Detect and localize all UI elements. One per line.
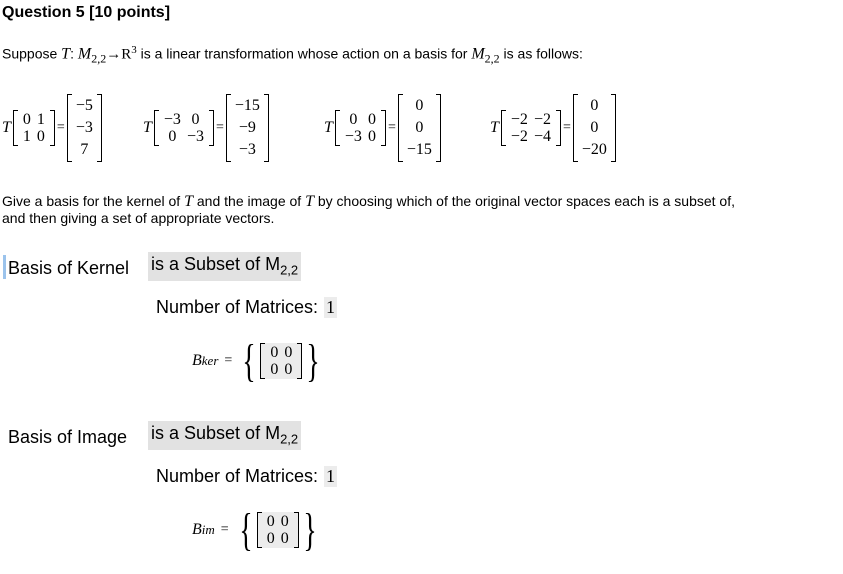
equals-sign: = xyxy=(224,353,233,368)
matrix-cell[interactable]: 0 xyxy=(266,513,275,530)
matrix-cell: 0 xyxy=(191,111,200,128)
kernel-subset-select[interactable] xyxy=(148,252,301,281)
matrix-cell[interactable]: 0 xyxy=(266,530,275,547)
image-matrix-input[interactable] xyxy=(257,512,299,548)
right-brace-icon: } xyxy=(303,504,317,555)
vector-cell: 7 xyxy=(80,141,89,158)
kernel-B: B xyxy=(192,352,202,369)
intro-domain-sub: 2,2 xyxy=(91,51,107,66)
mapping-4 xyxy=(490,88,616,168)
matrix-cell: 0 xyxy=(168,128,177,145)
image-B-sub: im xyxy=(201,522,215,537)
kernel-subset-sub: 2,2 xyxy=(280,262,299,278)
right-brace-icon: } xyxy=(306,335,321,386)
matrix-cell[interactable]: 0 xyxy=(280,513,289,530)
left-brace-icon: { xyxy=(239,504,253,555)
kernel-count-row xyxy=(156,297,337,318)
mapping-1-input-matrix xyxy=(13,110,55,146)
matrix-cell[interactable]: 0 xyxy=(270,361,279,378)
instructions-part-1: Give a basis for the kernel of xyxy=(2,193,185,209)
instructions-part-2: and the image of xyxy=(193,193,306,209)
vector-cell: 0 xyxy=(415,119,424,136)
mapping-1 xyxy=(2,88,102,168)
image-B: B xyxy=(192,521,202,538)
equals-sign: = xyxy=(387,120,396,135)
matrix-cell[interactable]: 0 xyxy=(284,361,293,378)
matrix-cell: 0 xyxy=(349,111,358,128)
instructions-part-3: by choosing which of the original vector spaces each is a subset of, xyxy=(313,193,735,209)
mapping-2-output-vector xyxy=(226,94,269,162)
matrix-cell: −3 xyxy=(186,128,204,145)
matrix-cell[interactable]: 0 xyxy=(280,530,289,547)
intro-colon: : xyxy=(70,45,78,62)
intro-mid: is a linear transformation whose action on a basis for xyxy=(136,45,472,62)
matrix-cell[interactable]: 0 xyxy=(270,344,279,361)
intro-basis-space-sub: 2,2 xyxy=(484,51,500,66)
image-count-label: Number of Matrices: xyxy=(156,466,319,486)
mapping-3-output-vector xyxy=(398,94,441,162)
matrix-cell: −3 xyxy=(344,128,362,145)
equals-sign: = xyxy=(215,120,224,135)
matrix-cell: 0 xyxy=(36,128,45,145)
equals-sign: = xyxy=(562,120,571,135)
matrix-cell: −2 xyxy=(510,111,528,128)
text-cursor xyxy=(3,255,6,279)
equals-sign: = xyxy=(56,120,65,135)
intro-prefix: Suppose xyxy=(2,45,62,62)
mapping-2-input-matrix xyxy=(154,110,214,146)
matrix-cell: −4 xyxy=(533,128,551,145)
kernel-matrix-input[interactable] xyxy=(260,343,302,379)
matrix-cell: 0 xyxy=(367,111,376,128)
image-count-input[interactable]: 1 xyxy=(326,466,336,486)
kernel-label: Basis of Kernel xyxy=(8,258,130,278)
mapping-4-input-matrix xyxy=(501,110,561,146)
vector-cell: −5 xyxy=(75,97,93,114)
instructions-T1: T xyxy=(184,193,193,210)
vector-cell: −9 xyxy=(238,119,256,136)
image-label: Basis of Image xyxy=(8,427,128,447)
mapping-4-output-vector xyxy=(573,94,616,162)
intro-suffix: is as follows: xyxy=(499,45,583,62)
instructions-line-2: and then giving a set of appropriate vectors. xyxy=(2,210,275,226)
intro-T: T xyxy=(61,45,71,63)
matrix-cell: −2 xyxy=(533,111,551,128)
intro-basis-space: M xyxy=(471,45,485,63)
question-title: Question 5 [10 points] xyxy=(2,4,171,21)
image-subset-sub: 2,2 xyxy=(280,431,299,447)
mapping-3-T: T xyxy=(324,119,333,136)
matrix-cell: 1 xyxy=(36,111,45,128)
vector-cell: 0 xyxy=(415,97,424,114)
mapping-3 xyxy=(324,88,441,168)
image-subset-select[interactable] xyxy=(148,421,301,450)
image-count-row xyxy=(156,466,337,487)
instructions-line-1 xyxy=(2,193,735,210)
matrix-cell: −2 xyxy=(510,128,528,145)
matrix-cell: −3 xyxy=(163,111,181,128)
image-basis-expression xyxy=(192,504,321,555)
mapping-1-output-vector xyxy=(67,94,102,162)
vector-cell: 0 xyxy=(590,119,599,136)
intro-domain: M xyxy=(77,45,92,63)
kernel-basis-expression xyxy=(192,335,324,386)
intro-codomain-sup: 3 xyxy=(131,44,137,56)
image-subset-value: is a Subset of M xyxy=(151,423,281,443)
kernel-subset-value: is a Subset of M xyxy=(151,254,281,274)
matrix-cell: 0 xyxy=(367,128,376,145)
vector-cell: −15 xyxy=(406,141,432,158)
intro-sentence xyxy=(2,44,583,66)
equals-sign: = xyxy=(220,522,229,537)
mapping-3-input-matrix xyxy=(335,110,386,146)
left-brace-icon: { xyxy=(242,335,256,386)
mapping-2 xyxy=(143,88,269,168)
vector-cell: −15 xyxy=(234,97,260,114)
mapping-4-T: T xyxy=(490,119,499,136)
kernel-count-label: Number of Matrices: xyxy=(156,297,319,317)
kernel-count-input[interactable]: 1 xyxy=(326,297,336,317)
kernel-B-sub: ker xyxy=(201,353,219,368)
vector-cell: −20 xyxy=(581,141,607,158)
vector-cell: −3 xyxy=(238,141,256,158)
vector-cell: −3 xyxy=(75,119,93,136)
matrix-cell: 1 xyxy=(22,128,31,145)
mapping-2-T: T xyxy=(143,119,152,136)
matrix-cell: 0 xyxy=(22,111,31,128)
vector-cell: 0 xyxy=(590,97,599,114)
matrix-cell[interactable]: 0 xyxy=(284,344,293,361)
instructions xyxy=(2,193,735,227)
intro-arrow: →R xyxy=(106,46,132,63)
mapping-1-T: T xyxy=(2,119,11,136)
instructions-T2: T xyxy=(305,193,314,210)
